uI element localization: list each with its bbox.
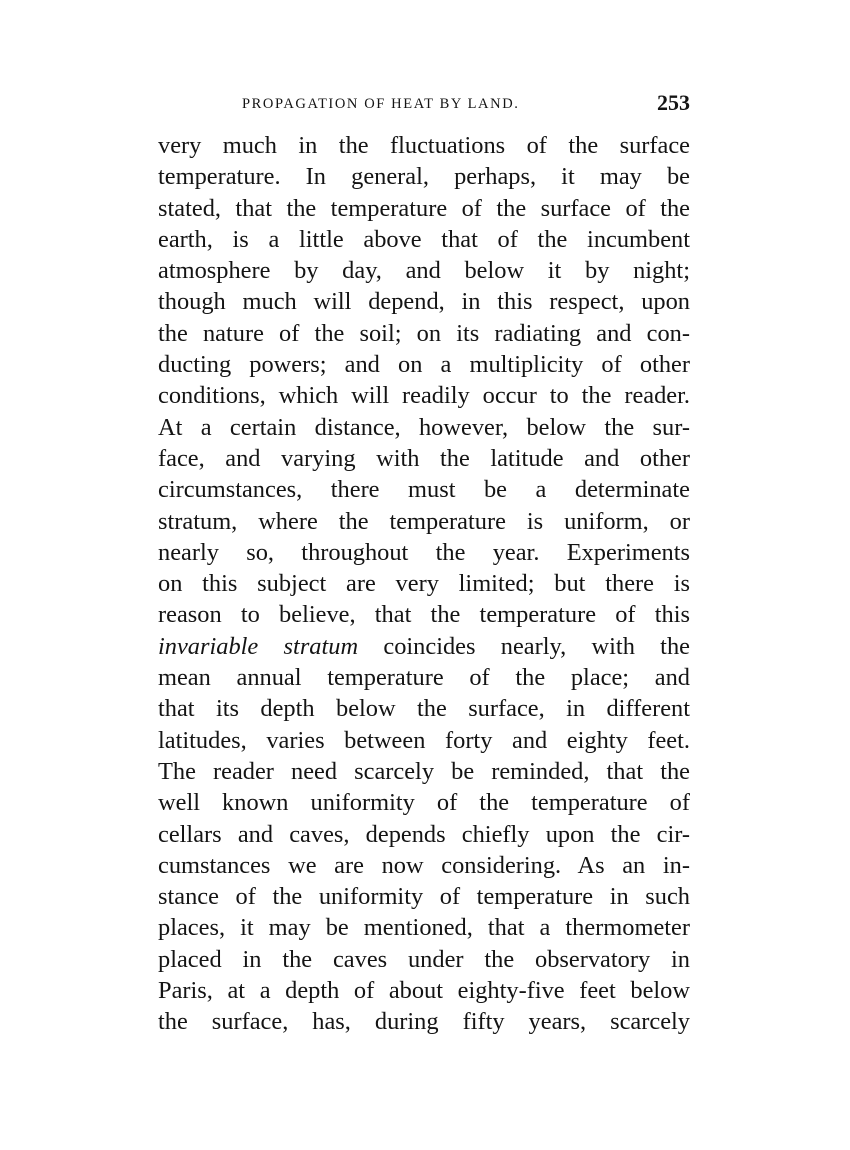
body-text	[158, 130, 690, 1038]
text-line: placed in the caves under the observatory in	[158, 945, 690, 973]
text-line: nearly so, throughout the year. Experiments	[158, 538, 690, 566]
text-line: stated, that the temperature of the surface of the	[158, 194, 690, 222]
text-line: well known uniformity of the temperature of	[158, 789, 690, 817]
text-line: latitudes, varies between forty and eighty feet.	[158, 726, 690, 754]
text-line: Paris, at a depth of about eighty-five feet below	[158, 977, 690, 1005]
text-line: the nature of the soil; on its radiating and con-	[158, 319, 690, 347]
text-line: conditions, which will readily occur to the reader.	[158, 382, 690, 410]
text-line: on this subject are very limited; but there is	[158, 570, 690, 598]
text-line: cumstances we are now considering. As an in-	[158, 851, 690, 879]
page-number: 253	[657, 90, 690, 115]
text-line: atmosphere by day, and below it by night;	[158, 257, 690, 285]
text-line: circumstances, there must be a determinate	[158, 476, 690, 504]
text-line: ducting powers; and on a multiplicity of other	[158, 351, 690, 379]
italic-term: invariable stratum	[158, 632, 359, 660]
text-line: earth, is a little above that of the incumbent	[158, 225, 690, 253]
text-line: The reader need scarcely be reminded, that the	[158, 757, 690, 785]
text-line: cellars and caves, depends chiefly upon the cir-	[158, 820, 690, 848]
running-title: PROPAGATION OF HEAT BY LAND.	[242, 96, 520, 112]
text-line: though much will depend, in this respect, upon	[158, 288, 690, 316]
text-line: mean annual temperature of the place; and	[158, 664, 690, 692]
text-line: stratum, where the temperature is uniform, or	[158, 507, 690, 535]
running-head	[158, 92, 690, 116]
text-line: places, it may be mentioned, that a thermometer	[158, 914, 690, 942]
text-line: stance of the uniformity of temperature in such	[158, 883, 690, 911]
text-line: that its depth below the surface, in different	[158, 695, 690, 723]
text-line-italic-phrase	[158, 631, 690, 662]
text-line: reason to believe, that the temperature of this	[158, 601, 690, 629]
text-line: face, and varying with the latitude and other	[158, 444, 690, 472]
text-line: At a certain distance, however, below the sur-	[158, 413, 690, 441]
text-fragment: coincides nearly, with the	[358, 632, 690, 660]
text-line: the surface, has, during fifty years, scarcely	[158, 1008, 690, 1036]
text-line: very much in the fluctuations of the surface	[158, 132, 690, 159]
text-line: temperature. In general, perhaps, it may be	[158, 163, 690, 191]
